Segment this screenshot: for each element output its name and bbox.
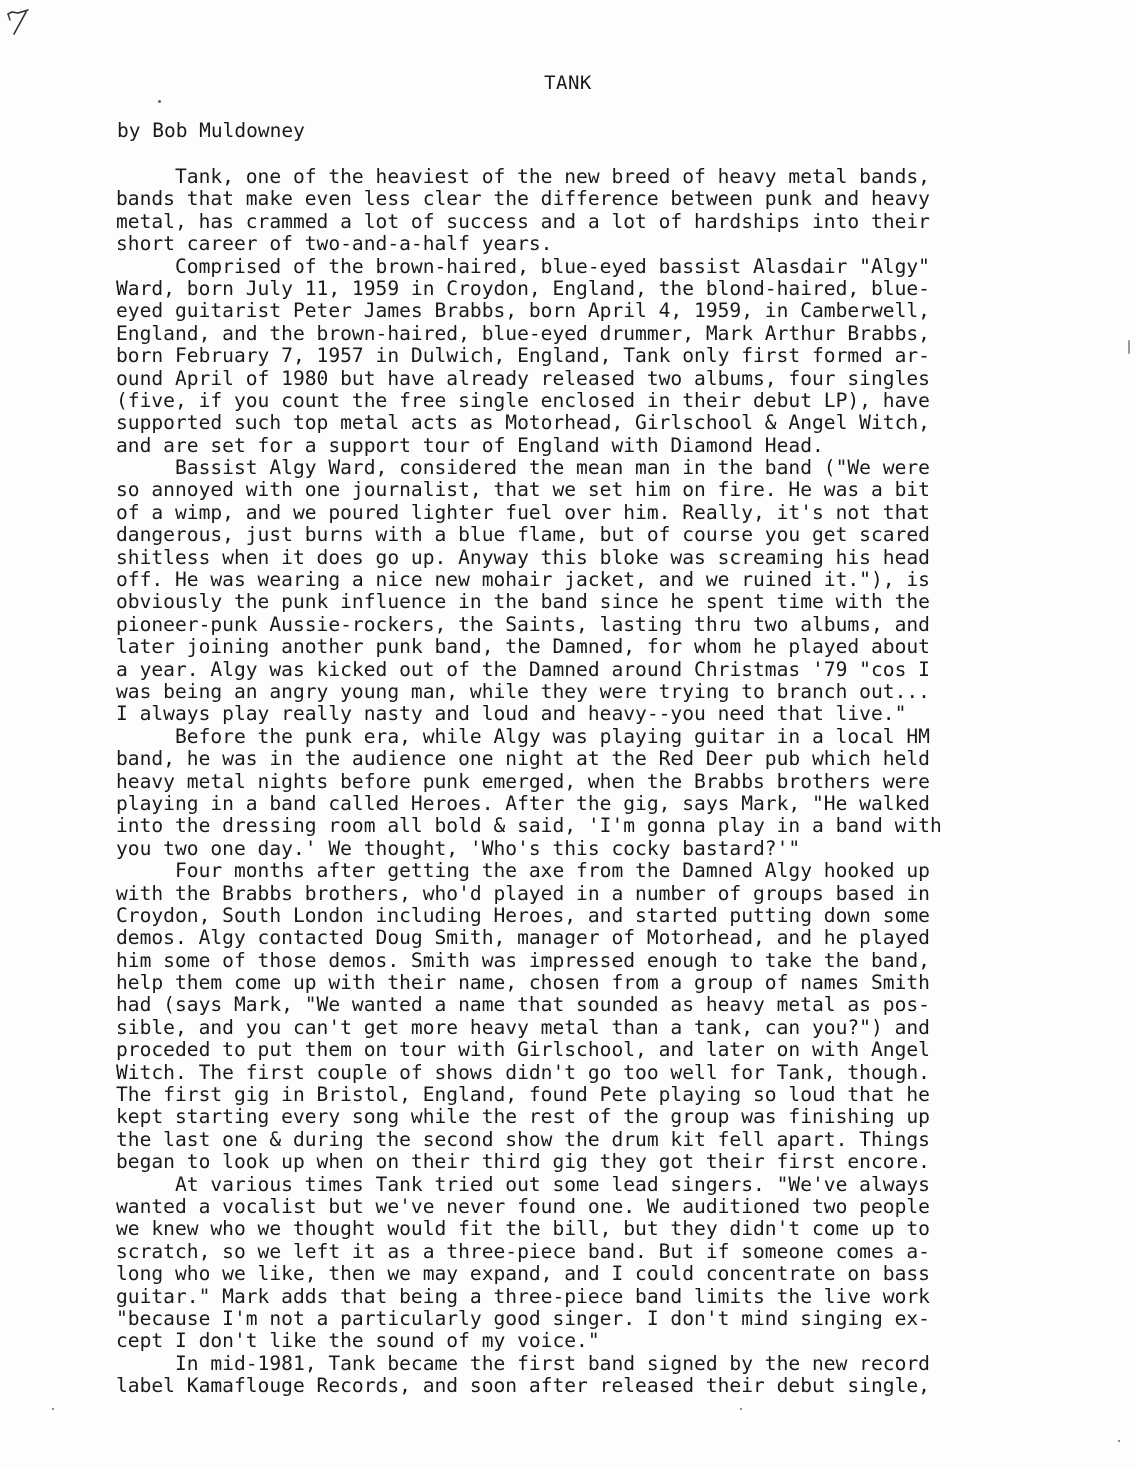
text-line: eyed guitarist Peter James Brabbs, born April 4, 1959, in Camberwell, <box>116 299 930 323</box>
text-line: wanted a vocalist but we've never found one. We auditioned two people <box>116 1194 930 1218</box>
text-line: pioneer-punk Aussie-rockers, the Saints, lasting thru two albums, and <box>116 612 930 636</box>
text-line: kept starting every song while the rest of the group was finishing up <box>116 1105 930 1129</box>
text-line: Bassist Algy Ward, considered the mean man in the band ("We were <box>116 456 930 480</box>
text-line: Before the punk era, while Algy was playing guitar in a local HM <box>116 724 930 748</box>
text-line: band, he was in the audience one night at the Red Deer pub which held <box>116 747 930 771</box>
text-line: Ward, born July 11, 1959 in Croydon, England, the blond-haired, blue- <box>116 276 930 300</box>
text-line: bands that make even less clear the difference between punk and heavy <box>116 187 930 211</box>
text-line: Witch. The first couple of shows didn't go too well for Tank, though. <box>116 1060 930 1084</box>
text-line: sible, and you can't get more heavy metal than a tank, can you?") and <box>116 1015 930 1039</box>
text-line: scratch, so we left it as a three-piece band. But if someone comes a- <box>116 1239 930 1263</box>
text-line: and are set for a support tour of England with Diamond Head. <box>116 433 824 457</box>
paper-speck <box>158 100 161 103</box>
text-line: off. He was wearing a nice new mohair jacket, and we ruined it."), is <box>116 568 930 592</box>
paper-speck <box>1128 340 1130 354</box>
text-line: born February 7, 1957 in Dulwich, England, Tank only first formed ar- <box>116 344 930 368</box>
text-line: was being an angry young man, while they were trying to branch out... <box>116 679 930 703</box>
document-title: TANK <box>544 72 592 94</box>
text-line: I always play really nasty and loud and heavy--you need that live." <box>116 702 907 726</box>
text-line: England, and the brown-haired, blue-eyed drummer, Mark Arthur Brabbs, <box>116 321 930 345</box>
text-line: began to look up when on their third gig they got their first encore. <box>116 1150 930 1174</box>
text-line: Croydon, South London including Heroes, and started putting down some <box>116 903 930 927</box>
text-line: him some of those demos. Smith was impressed enough to take the band, <box>116 948 930 972</box>
text-line: heavy metal nights before punk emerged, when the Brabbs brothers were <box>116 769 930 793</box>
text-line: Comprised of the brown-haired, blue-eyed bassist Alasdair "Algy" <box>116 254 930 278</box>
text-line: Tank, one of the heaviest of the new breed of heavy metal bands, <box>116 165 930 188</box>
text-line: had (says Mark, "We wanted a name that sounded as heavy metal as pos- <box>116 993 930 1017</box>
text-line: of a wimp, and we poured lighter fuel over him. Really, it's not that <box>116 500 930 524</box>
text-line: so annoyed with one journalist, that we set him on fire. He was a bit <box>116 478 930 502</box>
paper-speck <box>1118 1440 1120 1442</box>
text-line: with the Brabbs brothers, who'd played in a number of groups based in <box>116 881 930 905</box>
text-line: short career of two-and-a-half years. <box>116 232 553 256</box>
paper-speck <box>740 1408 742 1410</box>
text-line: proceded to put them on tour with Girlschool, and later on with Angel <box>116 1038 930 1062</box>
text-line: Four months after getting the axe from the Damned Algy hooked up <box>116 859 930 883</box>
text-line: In mid-1981, Tank became the first band signed by the new record <box>116 1351 930 1375</box>
text-line: The first gig in Bristol, England, found Pete playing so loud that he <box>116 1083 930 1107</box>
pen-mark-icon <box>4 4 36 44</box>
text-line: ound April of 1980 but have already released two albums, four singles <box>116 366 930 390</box>
text-line: help them come up with their name, chosen from a group of names Smith <box>116 971 930 995</box>
text-line: dangerous, just burns with a blue flame, but of course you get scared <box>116 523 930 547</box>
text-line: later joining another punk band, the Damned, for whom he played about <box>116 635 930 659</box>
paper-speck <box>52 1408 54 1410</box>
text-line: obviously the punk influence in the band since he spent time with the <box>116 590 930 614</box>
text-line: cept I don't like the sound of my voice." <box>116 1329 600 1353</box>
article-body <box>116 166 1036 1397</box>
text-line: demos. Algy contacted Doug Smith, manager of Motorhead, and he played <box>116 926 930 950</box>
text-line: long who we like, then we may expand, and I could concentrate on bass <box>116 1262 930 1286</box>
text-line: playing in a band called Heroes. After the gig, says Mark, "He walked <box>116 791 930 815</box>
text-line: we knew who we thought would fit the bill, but they didn't come up to <box>116 1217 930 1241</box>
text-line: metal, has crammed a lot of success and a lot of hardships into their <box>116 209 930 233</box>
text-line: guitar." Mark adds that being a three-piece band limits the live work <box>116 1284 930 1308</box>
text-line: you two one day.' We thought, 'Who's this cocky bastard?'" <box>116 836 801 860</box>
text-line: label Kamaflouge Records, and soon after released their debut single, <box>116 1374 930 1398</box>
byline: by Bob Muldowney <box>117 119 305 142</box>
text-line: shitless when it does go up. Anyway this bloke was screaming his head <box>116 545 930 569</box>
text-line: (five, if you count the free single enclosed in their debut LP), have <box>116 388 930 412</box>
text-line: At various times Tank tried out some lead singers. "We've always <box>116 1172 930 1196</box>
text-line: "because I'm not a particularly good singer. I don't mind singing ex- <box>116 1306 930 1330</box>
text-line: a year. Algy was kicked out of the Damned around Christmas '79 "cos I <box>116 657 930 681</box>
text-line: into the dressing room all bold & said, 'I'm gonna play in a band with <box>116 814 942 838</box>
text-line: supported such top metal acts as Motorhead, Girlschool & Angel Witch, <box>116 411 930 435</box>
text-line: the last one & during the second show the drum kit fell apart. Things <box>116 1127 930 1151</box>
